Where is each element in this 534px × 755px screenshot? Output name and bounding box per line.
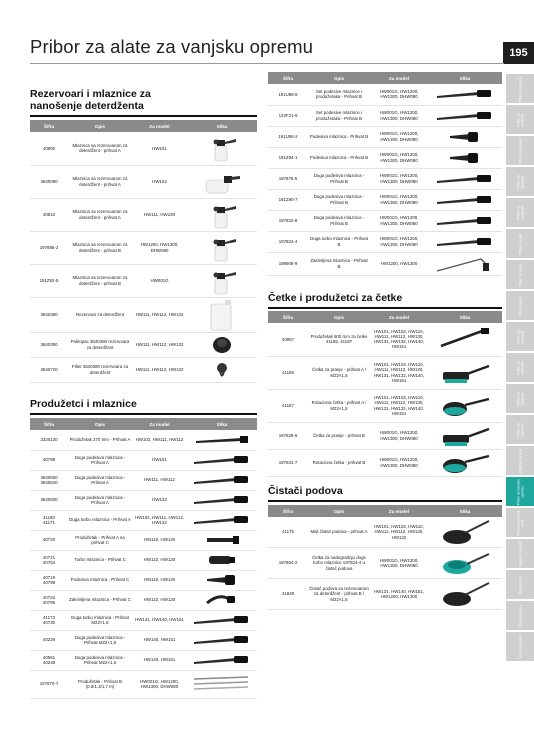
table-row xyxy=(268,189,502,210)
adapter-icon xyxy=(187,532,257,548)
lance-icon xyxy=(187,632,257,648)
foam-nozzle-icon xyxy=(187,234,257,262)
brush-extension-icon xyxy=(428,326,502,352)
side-tab-1[interactable] xyxy=(506,74,534,103)
item-description: Čistač podova sa rezervoarom za deterdžent - prihvat B / M22×1,5 xyxy=(308,579,370,610)
table-row xyxy=(268,252,502,275)
page-title: Pribor za alate za vanjsku opremu xyxy=(30,36,313,57)
item-description: Produžetak 600 mm za četke 41185, 41187 xyxy=(308,323,370,356)
col-header-image: Slika xyxy=(428,311,502,323)
item-models: HW101, HW102, HW110, HW111, HW112, HW130, HW131, HW132, HW140, HW151 xyxy=(370,389,428,422)
side-tab-9[interactable] xyxy=(506,322,534,351)
lance-icon xyxy=(428,234,502,250)
item-models: HW001G, HW1200, HW1300, DHW080 xyxy=(370,168,428,189)
detergent-tank-icon xyxy=(187,298,257,332)
item-models: HW111, HW112 xyxy=(132,470,187,490)
telescopic-icon xyxy=(187,673,257,695)
item-description: Produžetak 270 mm - Prihvat A xyxy=(68,430,132,450)
col-header-code: Šifra xyxy=(30,120,68,132)
item-code: 191U88-8 xyxy=(268,84,308,105)
item-description: Mali čistač podova - prihvat A xyxy=(308,517,370,548)
side-tab-label: Pribor za rezanje xyxy=(518,137,522,164)
item-models: HW110, HW130 xyxy=(132,570,187,590)
item-description: Filter 3640380 rezervoara za deterdžent xyxy=(68,357,132,382)
item-description: Duga podesiva mlaznica - Prihvat A xyxy=(68,470,132,490)
item-models: HW001G, HW1200, HW1300, DHW080 xyxy=(370,84,428,105)
table-row xyxy=(30,610,257,630)
item-description: Produžetak - Prihvat B (0,9/1,3/1,7 m) xyxy=(68,670,132,698)
item-description: Set podesive mlaznice i produžetaka - Prihvat B xyxy=(308,84,370,105)
lance-icon xyxy=(428,192,502,208)
col-header-desc: Opis xyxy=(308,72,370,84)
table-row xyxy=(268,126,502,147)
tank-cap-icon xyxy=(187,333,257,357)
item-code: 197876-5 xyxy=(268,168,308,189)
side-tab-label: Pribor za spajanje xyxy=(516,391,524,406)
table-header-row xyxy=(30,418,257,430)
item-models: HW110, HW130 xyxy=(132,590,187,610)
item-code: 41173 40730 xyxy=(30,610,68,630)
item-code: 191Z92-5 xyxy=(30,264,68,297)
side-tab-16[interactable] xyxy=(506,539,534,568)
col-header-model: Za model xyxy=(132,418,187,430)
short-nozzle-icon xyxy=(428,149,502,167)
item-description: Mlaznica sa rezervoarom za deterdžent - prihvat A xyxy=(68,132,132,165)
table-row xyxy=(268,147,502,168)
item-description: Turbo mlaznica - Prihvat C xyxy=(68,550,132,570)
table-row xyxy=(268,84,502,105)
table-row xyxy=(30,510,257,530)
table-row xyxy=(30,430,257,450)
rotary-brush-icon xyxy=(428,450,502,476)
item-description: Mlaznica sa rezervoarom za deterdžent - prihvat B xyxy=(68,231,132,264)
item-code: 40957 xyxy=(268,323,308,356)
lance-icon xyxy=(428,171,502,187)
item-code: 40551 40248 xyxy=(30,650,68,670)
item-code: 40798 xyxy=(30,450,68,470)
section-title-cistaci: Čistači podova xyxy=(268,485,502,502)
item-code: 122F21-9 xyxy=(268,105,308,126)
item-models: HW102, HW111, HW112, HW132 xyxy=(132,510,187,530)
table-row xyxy=(30,198,257,231)
table-row xyxy=(30,357,257,382)
item-code: 3640380 xyxy=(30,297,68,332)
item-code: 3640930 xyxy=(30,490,68,510)
col-header-image: Slika xyxy=(187,418,257,430)
item-models: HW110, HW130 xyxy=(132,530,187,550)
item-models: HW110, HW130 xyxy=(132,550,187,570)
filter-icon xyxy=(187,358,257,382)
item-description: Duga turbo mlaznica - Prihvat A xyxy=(68,510,132,530)
extension-icon xyxy=(187,432,257,448)
item-description: Duga turbo mlaznica - Prihvat M22×1,5 xyxy=(68,610,132,630)
foam-cannon-icon xyxy=(187,168,257,196)
col-header-code: Šifra xyxy=(268,72,308,84)
side-tab-3[interactable] xyxy=(506,136,534,165)
lance-icon xyxy=(187,452,257,468)
table-row xyxy=(268,579,502,610)
table-row xyxy=(268,356,502,389)
table-header-row xyxy=(268,311,502,323)
floor-cleaner-teal-icon xyxy=(428,548,502,578)
turbo-nozzle-icon xyxy=(187,551,257,569)
side-tab-label: Pribor za usisivače xyxy=(516,360,524,375)
side-tab-2[interactable] xyxy=(506,105,534,134)
table-row xyxy=(30,132,257,165)
item-models: HW001G, HW1200, HW1300, DHW080 xyxy=(370,548,428,579)
section-title-cetke: Četke i produžetci za četke xyxy=(268,292,502,309)
item-models: HW001G, HW1200, HW1300, DHW080 xyxy=(370,126,428,147)
lance-icon xyxy=(187,612,257,628)
table-row xyxy=(30,450,257,470)
table-row xyxy=(30,650,257,670)
item-code: 197864-2 xyxy=(268,548,308,579)
table-row xyxy=(30,470,257,490)
table-header-row xyxy=(268,505,502,517)
item-code: 191Z94-1 xyxy=(268,147,308,168)
side-tab-label: Zaštitna oprema xyxy=(518,448,522,473)
floor-cleaner-icon xyxy=(428,517,502,547)
side-tab-4[interactable] xyxy=(506,167,534,196)
table-row xyxy=(30,264,257,297)
item-description: Četka za pranje - prihvat B xyxy=(308,422,370,449)
side-tab-label: Pribor za odvijanje xyxy=(516,205,524,220)
table-row xyxy=(268,105,502,126)
side-tab-13[interactable] xyxy=(506,446,534,475)
short-nozzle-icon xyxy=(428,128,502,146)
side-tab-label: Radna odjeća xyxy=(518,605,522,626)
item-description: Zakrivljena mlaznica - Prihvat C xyxy=(68,590,132,610)
table-row xyxy=(30,590,257,610)
item-description: Duga podesiva mlaznica - Prihvat B xyxy=(308,189,370,210)
item-description: Duga podesiva mlaznica - Prihvat A xyxy=(68,490,132,510)
side-tab-5[interactable] xyxy=(506,198,534,227)
item-models: HW001G, HW1200, HW1300, DHW080 xyxy=(370,210,428,231)
col-header-code: Šifra xyxy=(268,311,308,323)
side-tab-label: Ostali pribor xyxy=(518,575,522,594)
wash-brush-icon xyxy=(428,423,502,449)
item-models: HW001G, HW1200, HW1300, DHW080 xyxy=(370,147,428,168)
item-code: 197822-8 xyxy=(268,210,308,231)
col-header-desc: Opis xyxy=(68,418,132,430)
item-models: HW140, HW151 xyxy=(132,630,187,650)
item-code: 3640090 xyxy=(30,165,68,198)
table-row xyxy=(268,231,502,252)
item-code: 40721 40764 xyxy=(30,550,68,570)
lance-icon xyxy=(428,108,502,124)
side-tab-11[interactable] xyxy=(506,384,534,413)
item-code: 3640390 xyxy=(30,332,68,357)
item-code: 40719 40798 xyxy=(30,570,68,590)
item-models: HW102 xyxy=(132,165,187,198)
side-tab-label: Pribor za glodanje xyxy=(516,174,524,189)
item-models: HW140, HW151 xyxy=(132,650,187,670)
side-tab-nav xyxy=(506,74,534,663)
table-row xyxy=(30,530,257,550)
item-code: 41849 xyxy=(268,579,308,610)
item-models: HW001G, HW1200, HW1300, DHW080 xyxy=(370,231,428,252)
side-tab-14[interactable] xyxy=(506,477,534,506)
item-code: 40810 xyxy=(30,198,68,231)
item-description: Poklopac 3640380 rezervoara za deterdžent xyxy=(68,332,132,357)
item-models: HW101 xyxy=(132,450,187,470)
side-tab-19[interactable] xyxy=(506,632,534,661)
title-divider xyxy=(30,63,504,64)
item-models: HW001G xyxy=(132,264,187,297)
wash-brush-icon xyxy=(428,360,502,386)
item-description: Podesiva mlaznica - Prihvat B xyxy=(308,147,370,168)
item-description: Četka za nadogradnju duge turbo mlaznice 197824-4 u čistač podova xyxy=(308,548,370,579)
item-models: HW132 xyxy=(132,490,187,510)
col-header-model: Za model xyxy=(370,311,428,323)
item-description: Duga podesiva mlaznica - Prihvat M22×1,5 xyxy=(68,650,132,670)
item-description: Rotaciona četka - prihvat B xyxy=(308,449,370,476)
col-header-desc: Opis xyxy=(308,311,370,323)
col-header-code: Šifra xyxy=(30,418,68,430)
col-header-model: Za model xyxy=(370,72,428,84)
side-tab-label: Pribor za pile xyxy=(518,233,522,254)
section-title-rezervoari: Rezervoari i mlaznice za nanošenje deterdženta xyxy=(30,88,257,117)
table-cistaci xyxy=(268,505,502,610)
table-row xyxy=(268,517,502,548)
item-code: 41160 41171 xyxy=(30,510,68,530)
side-tab-label: Pribor za vanjsku opremu xyxy=(516,478,524,505)
foam-nozzle-icon xyxy=(187,134,257,162)
side-tab-8[interactable] xyxy=(506,291,534,320)
item-models: HW001G, HW1200, HW1300, DHW080 xyxy=(370,189,428,210)
col-header-image: Slika xyxy=(428,72,502,84)
lance-icon xyxy=(428,213,502,229)
item-models: HW001G, HW1200, HW1300, DHW080 xyxy=(370,449,428,476)
col-header-code: Šifra xyxy=(268,505,308,517)
table-row xyxy=(30,231,257,264)
item-description: Set podesive mlaznice i produžetaka - Prihvat B xyxy=(308,105,370,126)
item-code: 3640650 3640640 xyxy=(30,470,68,490)
item-description: Duga podesiva mlaznica - Prihvat B xyxy=(308,210,370,231)
table-row xyxy=(268,389,502,422)
item-models: HW111, HW130 xyxy=(132,198,187,231)
item-description: Duga podesiva mlaznica - Prihvat A xyxy=(68,450,132,470)
side-tab-label: Pribor za bušenje xyxy=(518,75,522,102)
side-tab-label: Pribor za rende xyxy=(518,262,522,287)
side-tab-18[interactable] xyxy=(506,601,534,630)
lance-icon xyxy=(428,86,502,102)
table-row xyxy=(268,449,502,476)
section-title-produzetci: Produžetci i mlaznice xyxy=(30,398,257,415)
item-models: HW111, HW112, HW132 xyxy=(132,357,187,382)
side-tab-15[interactable] xyxy=(506,508,534,537)
item-models: HW1200, HW1300 xyxy=(370,252,428,275)
table-row xyxy=(30,630,257,650)
item-code: 197828-6 xyxy=(268,422,308,449)
table-row xyxy=(30,297,257,332)
lance-icon xyxy=(187,652,257,668)
item-description: Podesiva mlaznica - Prihvat C xyxy=(68,570,132,590)
side-tab-label: Pribor za brušenje xyxy=(516,112,524,127)
side-tab-6[interactable] xyxy=(506,229,534,258)
item-description: Rotaciona četka - prihvat A / M22×1,5 xyxy=(308,389,370,422)
table-row xyxy=(30,570,257,590)
lance-icon xyxy=(187,492,257,508)
col-header-image: Slika xyxy=(428,505,502,517)
lance-icon xyxy=(187,512,257,528)
foam-nozzle-icon xyxy=(187,201,257,229)
item-description: Mlaznica sa rezervoarom za deterdžent - prihvat B xyxy=(68,264,132,297)
item-description: Mlaznica sa rezervoarom za deterdžent - prihvat A xyxy=(68,198,132,231)
item-code: 40900 xyxy=(30,132,68,165)
table-row xyxy=(30,550,257,570)
table-row xyxy=(30,165,257,198)
table-cetke xyxy=(268,311,502,477)
col-header-desc: Opis xyxy=(308,505,370,517)
rotary-brush-icon xyxy=(428,393,502,419)
side-tab-label: Pribor za mjerenje xyxy=(516,422,524,437)
table-row xyxy=(268,168,502,189)
table-produzetci xyxy=(30,418,257,699)
page-number: 195 xyxy=(503,42,534,64)
side-tab-label: Pribor za poliranje xyxy=(516,329,524,344)
item-models: HW101, HW102, HW110, HW111, HW112, HW130, HW132 xyxy=(370,517,428,548)
table-row xyxy=(30,670,257,698)
item-code: 41175 xyxy=(268,517,308,548)
item-description: Mlaznica sa rezervoarom za deterdžent - prihvat A xyxy=(68,165,132,198)
item-code: 40229 xyxy=(30,630,68,650)
item-models: HW131, HW140, HW151 xyxy=(132,610,187,630)
item-code: 197831-7 xyxy=(268,449,308,476)
item-code: 41185 xyxy=(268,356,308,389)
short-nozzle-icon xyxy=(187,571,257,589)
foam-nozzle-icon xyxy=(187,267,257,295)
floor-cleaner-icon xyxy=(428,579,502,609)
item-description: Rezervoar za deterdžent xyxy=(68,297,132,332)
col-header-desc: Opis xyxy=(68,120,132,132)
side-tab-12[interactable] xyxy=(506,415,534,444)
item-code: 40722 40795 xyxy=(30,590,68,610)
item-code: 197824-4 xyxy=(268,231,308,252)
item-code: 197886-2 xyxy=(30,231,68,264)
item-description: Produžetak - Prihvat A na prihvat C xyxy=(68,530,132,550)
side-tab-label: Pribor za akumul. alate xyxy=(516,509,524,536)
item-models: HW001G, HW1200, HW1300, DHW080 xyxy=(370,105,428,126)
table-header-row xyxy=(268,72,502,84)
side-tab-7[interactable] xyxy=(506,260,534,289)
item-models: HW131, HW140, HW151, HW1200, HW1300 xyxy=(370,579,428,610)
side-tab-label: Servisni dijelovi xyxy=(518,634,522,659)
item-description: Duga podesiva mlaznica - Prihvat M22×1,5 xyxy=(68,630,132,650)
item-code: 3640720 xyxy=(30,357,68,382)
item-code: 197870-7 xyxy=(30,670,68,698)
item-code: 40720 xyxy=(30,530,68,550)
table-row xyxy=(268,422,502,449)
item-description: Duga podesiva mlaznica - Prihvat B xyxy=(308,168,370,189)
table-row xyxy=(30,490,257,510)
item-description: Duga turbo mlaznica - Prihvat B xyxy=(308,231,370,252)
side-tab-10[interactable] xyxy=(506,353,534,382)
item-code: 3320130 xyxy=(30,430,68,450)
table-rezervoari xyxy=(30,120,257,383)
item-models: HW111, HW112, HW132 xyxy=(132,297,187,332)
table-mlaznice-prihvat-b xyxy=(268,72,502,276)
table-row xyxy=(268,323,502,356)
table-row xyxy=(268,548,502,579)
item-code: 191Z90-7 xyxy=(268,189,308,210)
item-code: 198909-9 xyxy=(268,252,308,275)
item-code: 41187 xyxy=(268,389,308,422)
item-code: 191U86-2 xyxy=(268,126,308,147)
item-models: HW101 xyxy=(132,132,187,165)
item-models: HW101, HW102, HW110, HW111, HW112, HW130, HW131, HW132, HW140, HW151 xyxy=(370,356,428,389)
item-models: HW102, HW111, HW112 xyxy=(132,430,187,450)
item-models: HW111, HW112, HW132 xyxy=(132,332,187,357)
item-models: HW001G, HW1200, HW1300, DHW080 xyxy=(370,422,428,449)
item-models: HW101, HW102, HW110, HW111, HW112, HW130, HW131, HW132, HW140, HW151 xyxy=(370,323,428,356)
item-description: Zakrivljena mlaznica - Prihvat B xyxy=(308,252,370,275)
side-tab-label: Baterije i punjači xyxy=(518,541,522,566)
item-models: HW1200, HW1300, DHW080 xyxy=(132,231,187,264)
col-header-model: Za model xyxy=(370,505,428,517)
side-tab-label: Brusni papiri xyxy=(518,296,522,315)
side-tab-17[interactable] xyxy=(506,570,534,599)
table-row xyxy=(30,332,257,357)
lance-icon xyxy=(187,472,257,488)
curved-nozzle-icon xyxy=(187,591,257,609)
item-description: Podesiva mlaznica - Prihvat B xyxy=(308,126,370,147)
col-header-image: Slika xyxy=(187,120,257,132)
curved-lance-icon xyxy=(428,253,502,275)
col-header-model: Za model xyxy=(132,120,187,132)
table-row xyxy=(268,210,502,231)
item-description: Četka za pranje - prihvat A / M22×1,5 xyxy=(308,356,370,389)
table-header-row xyxy=(30,120,257,132)
item-models: HW001G, HW1200, HW1300, DHW080 xyxy=(132,670,187,698)
